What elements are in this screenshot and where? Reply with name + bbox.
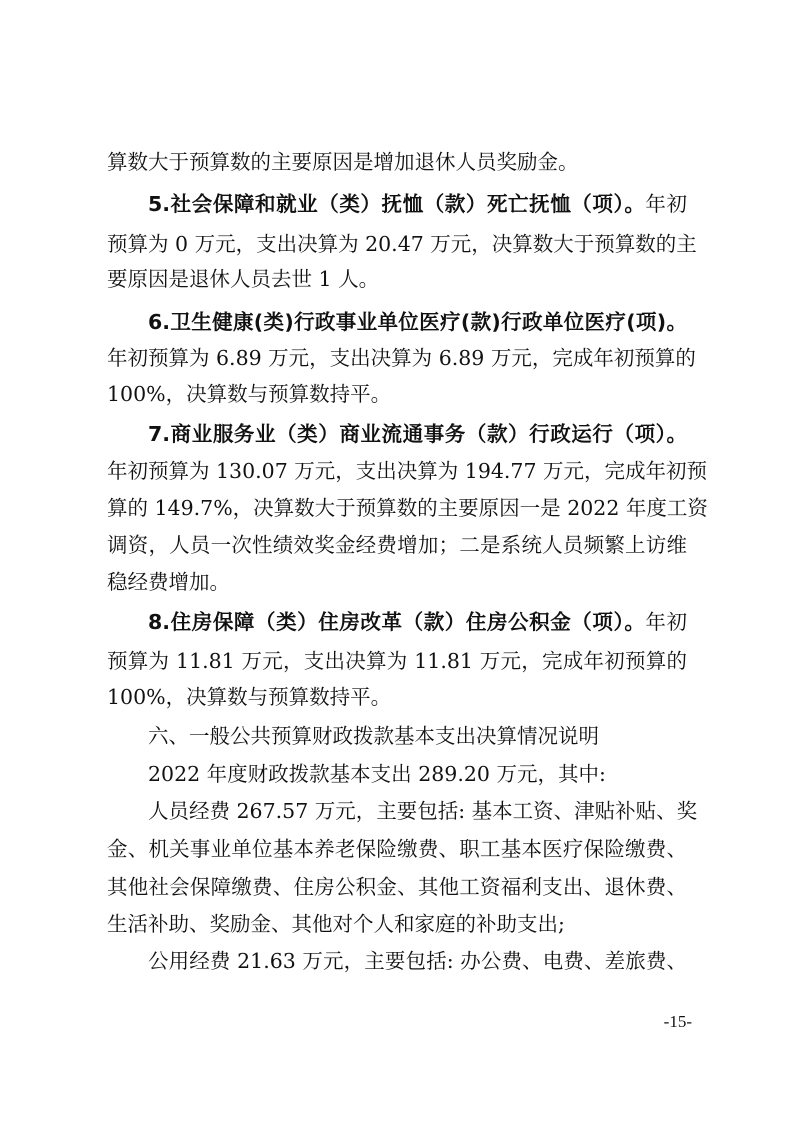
section-heading: 6.卫生健康(类)行政事业单位医疗(款)行政单位医疗(项)。 [148, 310, 687, 334]
paragraph-line: 算的 149.7%，决算数大于预算数的主要原因一是 2022 年度工资 [107, 496, 708, 520]
paragraph-line: 公用经费 21.63 万元，主要包括: 办公费、电费、差旅费、 [148, 949, 687, 973]
section-heading: 8.住房保障（类）住房改革（款）住房公积金（项）。 [148, 610, 646, 634]
paragraph-line: 年初预算为 6.89 万元，支出决算为 6.89 万元，完成年初预算的 [107, 346, 696, 370]
paragraph-line: 算数大于预算数的主要原因是增加退休人员奖励金。 [107, 150, 579, 174]
section-heading-line: 8.住房保障（类）住房改革（款）住房公积金（项）。年初 [148, 610, 687, 634]
paragraph-line: 人员经费 267.57 万元，主要包括: 基本工资、津贴补贴、奖 [148, 799, 698, 823]
paragraph-line: 其他社会保障缴费、住房公积金、其他工资福利支出、退休费、 [107, 875, 687, 899]
section-heading-line: 5.社会保障和就业（类）抚恤（款）死亡抚恤（项）。年初 [148, 192, 687, 216]
paragraph-line: 调资，人员一次性绩效奖金经费增加；二是系统人员频繁上访维 [107, 533, 687, 557]
section-heading: 5.社会保障和就业（类）抚恤（款）死亡抚恤（项）。 [148, 192, 646, 216]
paragraph-line: 生活补助、奖励金、其他对个人和家庭的补助支出; [107, 912, 565, 936]
paragraph-line: 要原因是退休人员去世 1 人。 [107, 267, 380, 291]
paragraph-line: 稳经费增加。 [107, 570, 230, 594]
section-heading-line [148, 420, 687, 448]
paragraph-line: 2022 年度财政拨款基本支出 289.20 万元，其中: [148, 762, 606, 786]
paragraph-line: 100%，决算数与预算数持平。 [107, 382, 392, 406]
paragraph-line: 预算为 11.81 万元，支出决算为 11.81 万元，完成年初预算的 [107, 649, 687, 673]
paragraph-line: 预算为 0 万元，支出决算为 20.47 万元，决算数大于预算数的主 [107, 232, 697, 256]
section-heading: 7.商业服务业（类）商业流通事务（款）行政运行（项）。 [148, 422, 687, 446]
paragraph-line: 年初预算为 130.07 万元，支出决算为 194.77 万元，完成年初预 [107, 459, 708, 483]
paragraph-line: 100%，决算数与预算数持平。 [107, 685, 392, 709]
paragraph-line: 金、机关事业单位基本养老保险缴费、职工基本医疗保险缴费、 [107, 837, 687, 861]
page-number: -15- [663, 1012, 692, 1031]
chapter-heading: 六、一般公共预算财政拨款基本支出决算情况说明 [148, 724, 599, 748]
section-heading-line [148, 308, 687, 336]
